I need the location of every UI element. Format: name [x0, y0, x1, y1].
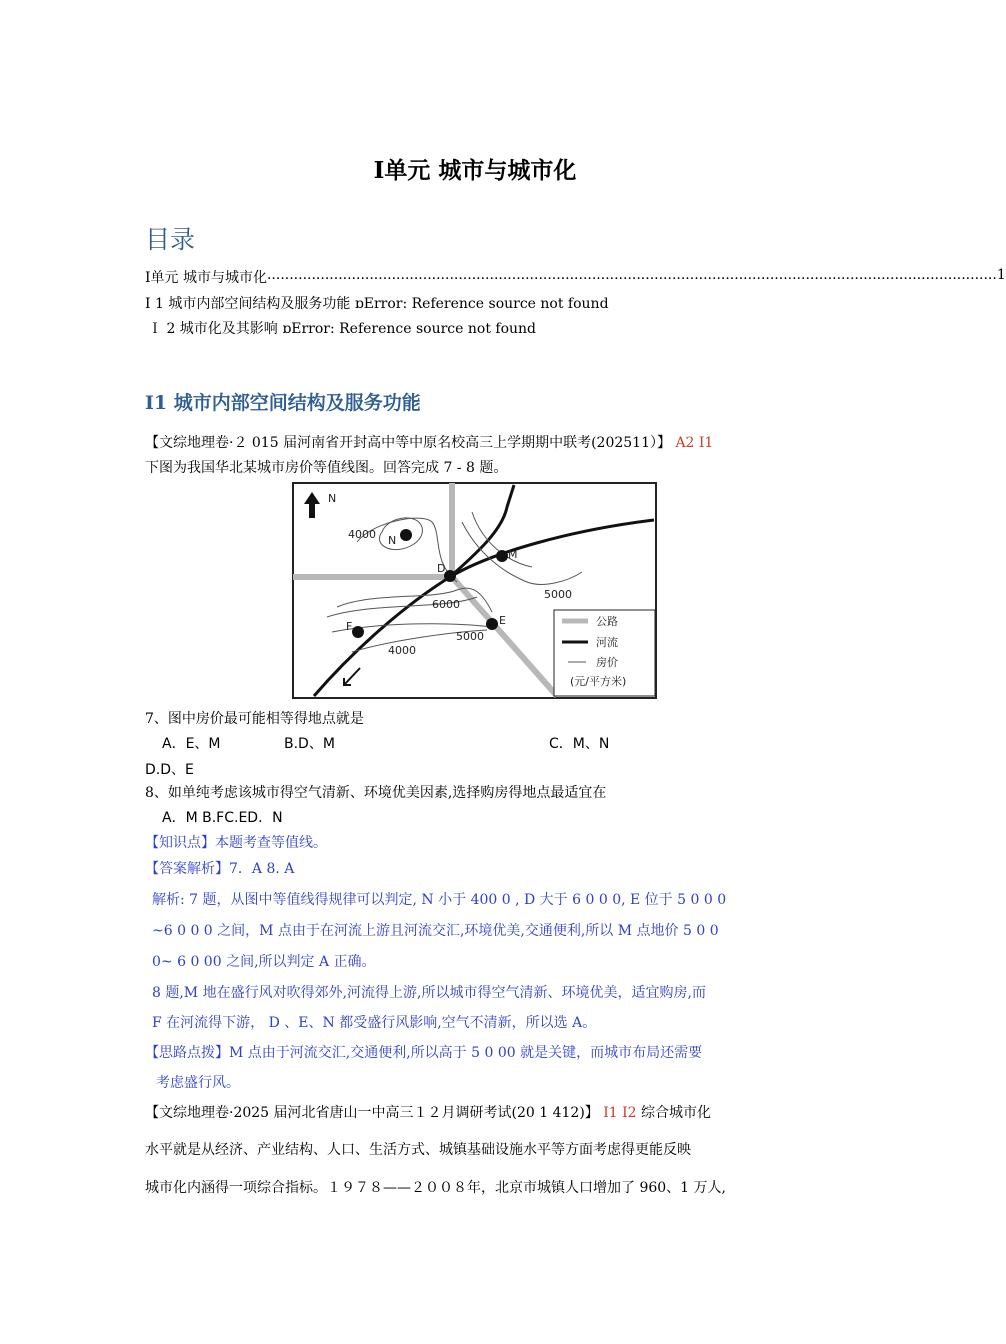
point-M-label: M [508, 548, 518, 561]
legend-river-label: 河流 [596, 636, 618, 649]
analysis-line-1: 解析: 7 题，从图中等值线得规律可以判定, N 小于 400 0 , D 大于 6 0 0 0, E 位于 5 0 0 0 [152, 892, 727, 908]
source-2-tail: 综合城市化 [641, 1105, 712, 1121]
analysis-line-4: 8 题,M 地在盛行风对吹得郊外,河流得上游,所以城市得空气清新、环境优美，适宜购房,而 [152, 985, 706, 1001]
map-svg [292, 482, 657, 699]
analysis-line-3: 0~ 6 0 00 之间,所以判定 A 正确。 [152, 954, 376, 970]
knowledge-point: 【知识点】本题考查等值线。 [145, 835, 327, 851]
q8-options: A．M B.FC.ED．N [162, 810, 283, 826]
source-1-text: 【文综地理卷·２ 015 届河南省开封高中等中原名校高三上学期期中联考(202511）】 [145, 435, 671, 451]
analysis-line-2: ~6 0 0 0 之间，M 点由于在河流上游且河流交汇,环境优美,交通便利,所以 M 点地价 5 0 0 [152, 923, 719, 939]
contour-label-6000: 6000 [432, 598, 460, 611]
legend-price-label: 房价 [596, 656, 618, 669]
q7-stem: 7、图中房价最可能相等得地点就是 [145, 711, 364, 727]
toc-entry-3[interactable]: Ｉ 2 城市化及其影响 ɒError: Reference source not found [148, 321, 537, 337]
answer-line: 【答案解析】7．A 8. A [145, 861, 295, 877]
source-2-tags: I1 I2 [603, 1105, 637, 1121]
toc-entry-1-text: I单元 城市与城市化 [145, 270, 267, 286]
q7-option-b: B.D、M [284, 736, 335, 752]
paragraph-line-2: 城市化内涵得一项综合指标。１９７８——２００８年，北京市城镇人口增加了 960、1 万人, [145, 1180, 726, 1196]
toc-entry-1[interactable] [145, 267, 1006, 287]
source-1-tags: A2 I1 [675, 435, 714, 451]
house-price-contour-map [292, 482, 657, 699]
source-2-prefix: 【文综地理卷·2025 届河北省唐山一中高三１２月调研考试(20 1 412)】 [145, 1105, 599, 1121]
analysis-line-5: F 在河流得下游， D 、E、N 都受盛行风影响,空气不清新，所以选 A。 [152, 1015, 597, 1031]
point-E [486, 618, 498, 630]
section-heading: I1 城市内部空间结构及服务功能 [145, 392, 421, 414]
q7-option-c: C．M、N [549, 736, 610, 752]
point-E-label: E [499, 614, 506, 627]
legend-unit-label: (元/平方米) [570, 675, 627, 688]
source-line-1 [145, 432, 713, 452]
q7-option-a: A．E、M [162, 736, 221, 752]
point-F-label: F [346, 620, 353, 633]
contour-label-4000-low: 4000 [388, 644, 416, 657]
q7-option-d: D.D、E [145, 762, 194, 778]
contour-label-5000-right: 5000 [544, 588, 572, 601]
contour-label-4000-top: 4000 [348, 528, 376, 541]
point-M [496, 550, 508, 562]
doc-title: I单元 城市与城市化 [373, 157, 577, 184]
toc-entry-1-page: 1 [996, 267, 1006, 283]
north-label: N [328, 492, 337, 505]
toc-leader-dots: .................................................................................................................................................................... [266, 267, 997, 283]
source-line-2 [145, 1102, 711, 1122]
point-D-label: D [437, 562, 446, 575]
idea-line-1: 【思路点拨】M 点由于河流交汇,交通便利,所以高于 5 0 00 就是关键，而城市布局还需要 [145, 1045, 703, 1061]
toc-heading: 目录 [145, 225, 196, 254]
paragraph-line-1: 水平就是从经济、产业结构、人口、生活方式、城镇基础设施水平等方面考虑得更能反映 [145, 1142, 691, 1158]
idea-line-2: 考虑盛行风。 [156, 1075, 240, 1091]
toc-entry-2[interactable]: I 1 城市内部空间结构及服务功能 ɒError: Reference source not found [145, 296, 609, 312]
point-N-label: N [388, 534, 397, 547]
point-N [400, 529, 412, 541]
point-F [352, 626, 364, 638]
q8-stem: 8、如单纯考虑该城市得空气清新、环境优美因素,选择购房得地点最适宜在 [145, 785, 607, 801]
legend-road-label: 公路 [596, 615, 618, 628]
contour-label-5000-low: 5000 [456, 630, 484, 643]
question-intro: 下图为我国华北某城市房价等值线图。回答完成 7 - 8 题。 [145, 460, 508, 476]
point-D [444, 570, 456, 582]
